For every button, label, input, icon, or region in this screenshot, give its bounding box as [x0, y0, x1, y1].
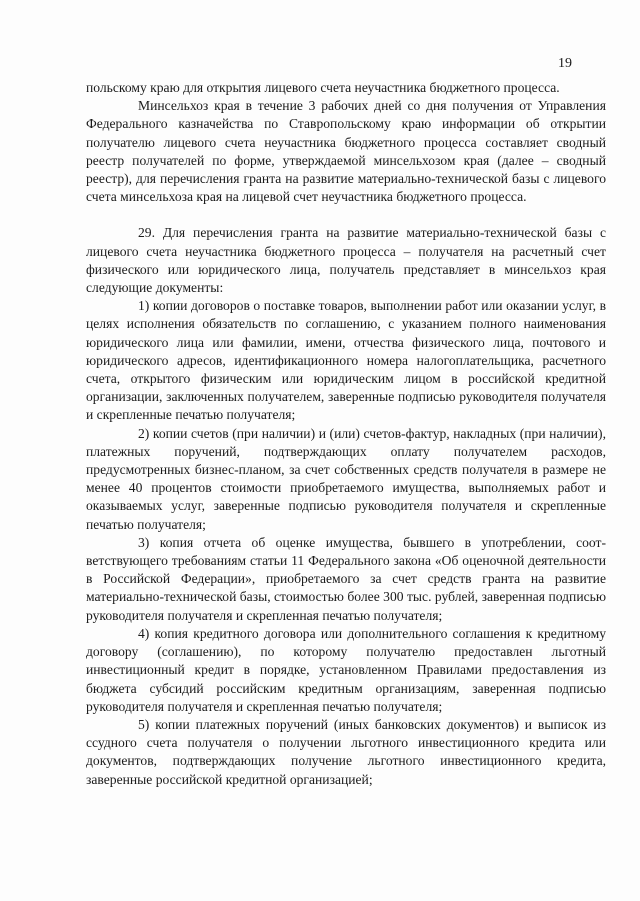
paragraph-ministry-register: Минсельхоз края в течение 3 рабочих дней со дня получения от Управления Федерального казначейства по Ставропольскому краю информации об открытии получателю лицевого счета неучастника бюджетного процесса составляет сводный реестр получателей по форме, утверждаемой минсельхозом края (далее – сводный реестр), для перечисления гранта на развитие материально-технической базы с лицевого счета минсельхоза края на лицевой счет неучастника бюджетного процесса.	[86, 98, 606, 205]
paragraph-clause-29: 29. Для перечисления гранта на развитие материально-технической базы с лицевого счета неучастника бюджетного процесса – получателя на расчетный счет физического или юридического лица, получатель представляет в минсельхоз края следующие документы:	[86, 225, 606, 296]
page-number: 19	[558, 56, 572, 71]
list-item-5: 5) копии платежных поручений (иных банковских документов) и выписок из ссудного счета получателя о получении льготного инвестиционного кредита или документов, подтверждающих получение льготного инвестиционного кредита, заверенные российской кредитной организацией;	[86, 716, 606, 787]
list-item-2: 2) копии счетов (при наличии) и (или) счетов-фактур, накладных (при наличии), платежных поручений, подтверждающих оплату получателем расходов, предусмотренных бизнес-планом, за счет собственных средств получателя в размере не менее 40 процентов стоимости приобретаемого имущества, выполняемых работ и оказываемых услуг, заверенные подписью руководителя получателя и скрепленные печатью получателя;	[86, 425, 606, 532]
document-body	[86, 79, 606, 789]
paragraph-continuation: польскому краю для открытия лицевого счета неучастника бюджетного процесса.	[86, 80, 560, 95]
list-item-3: 3) копия отчета об оценке имущества, бывшего в употреблении, соответствующего требованиям статьи 11 Федерального закона «Об оценочной деятельности в Российской Федерации», приобретаемого за счет средств гранта на развитие материально-технической базы, стоимостью более 300 тыс. рублей, заверенная подписью руководителя получателя и скрепленная печатью получателя;	[86, 534, 606, 623]
list-item-4: 4) копия кредитного договора или дополнительного соглашения к кредитному договору (соглашению), по которому получателю предоставлен льготный инвестиционный кредит в порядке, установленном Правилами предоставления из бюджета субсидий российским кредитным организациям, заверенная подписью руководителя получателя и скрепленная печатью получателя;	[86, 625, 606, 714]
list-item-1: 1) копии договоров о поставке товаров, выполнении работ или оказании услуг, в целях исполнения обязательств по соглашению, с указанием полного наименования юридического лица или фамилии, имени, отчества физического лица, почтового и юридического адресов, идентификационного номера налогоплательщика, расчетного счета, открытого физическим или юридическим лицом в российской кредитной организации, заключенных получателем, заверенные подписью руководителя получателя и скрепленные печатью получателя;	[86, 298, 606, 423]
